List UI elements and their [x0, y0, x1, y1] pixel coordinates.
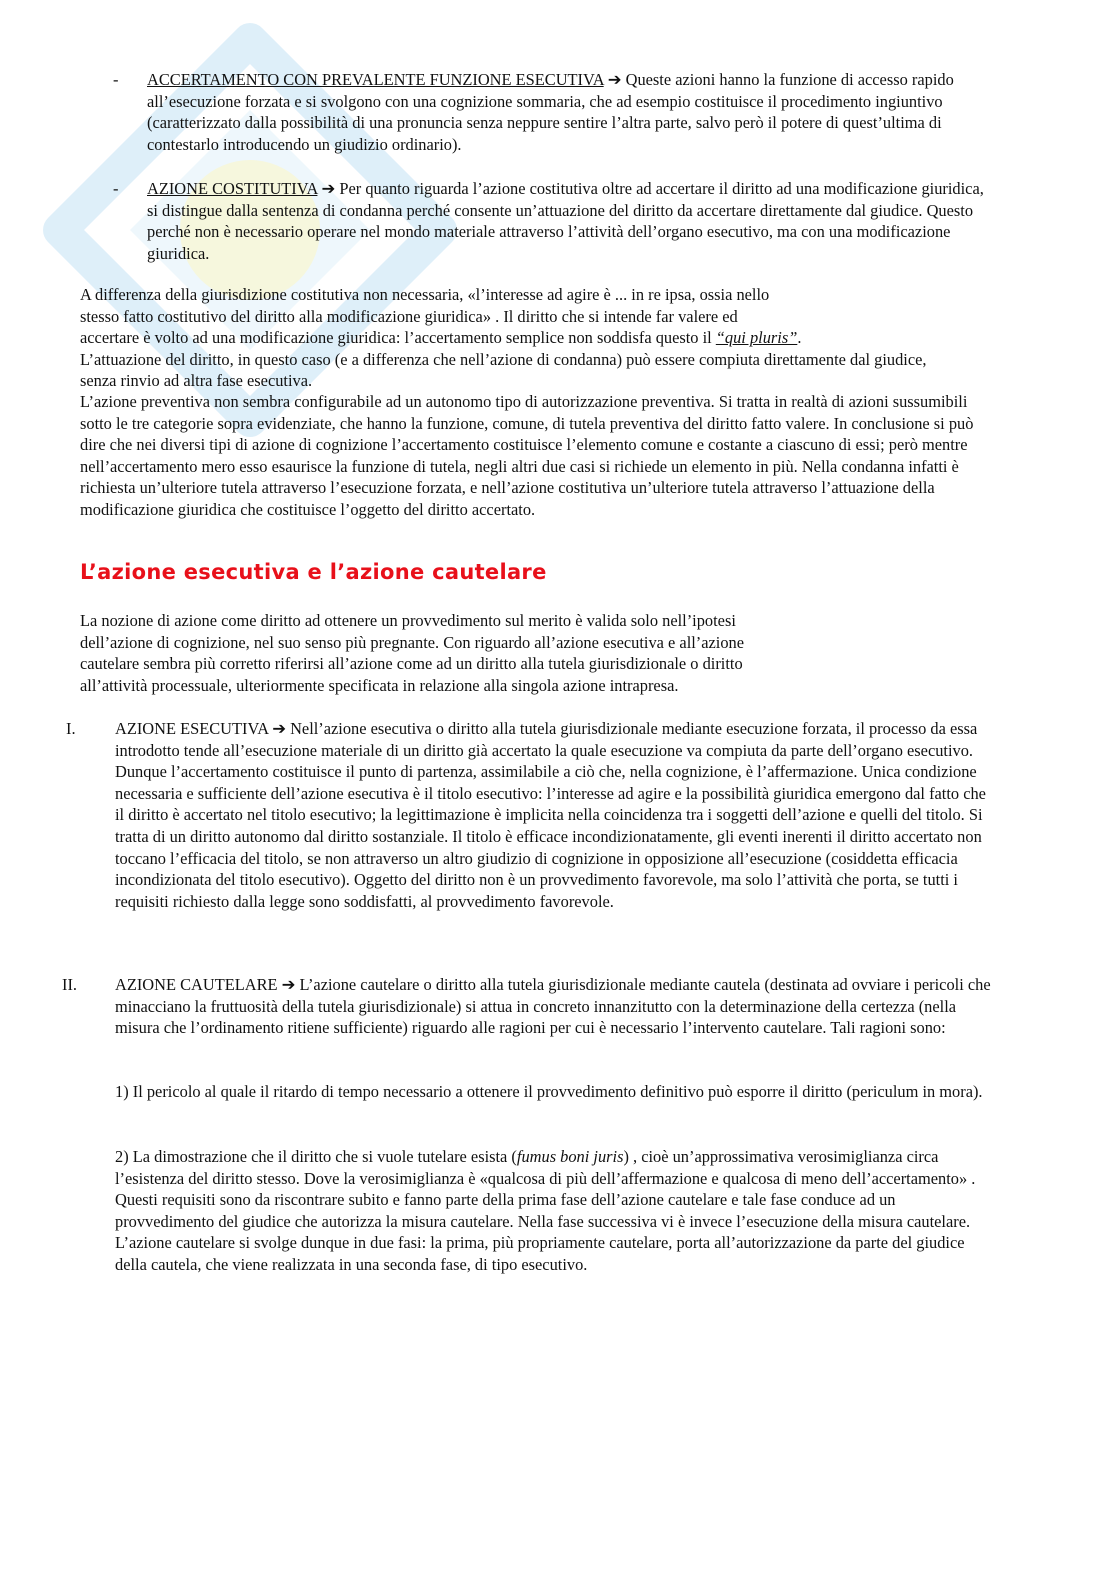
paragraph-intro — [80, 610, 960, 696]
roman-numeral: I. — [66, 719, 76, 738]
paragraph-text: L’attuazione del diritto, in questo caso (e a differenza che nell’azione di condanna) può essere compiuta direttamente dal giudice, senza rinvio ad altra fase esecutiva. — [80, 349, 927, 391]
bullet-title: ACCERTAMENTO CON PREVALENTE FUNZIONE ESECUTIVA — [147, 70, 604, 89]
arrow-icon: ➔ — [607, 70, 622, 89]
bullet-text: Per quanto riguarda l’azione costitutiva oltre ad accertare il diritto ad una modificazione giuridica, si distingue dalla sentenza di condanna perché consente un’attuazione del diritto da accertare direttamente dal giudice. Questo perché non è necessario operare nel mondo materiale attraverso l’attività dell’organo esecutivo, ma con una modificazione giuridica. — [147, 179, 984, 263]
item-title: AZIONE ESECUTIVA — [115, 719, 269, 738]
bullet-marker: - — [113, 70, 119, 89]
item-text: Nell’azione esecutiva o diritto alla tutela giurisdizionale mediante esecuzione forzata, il processo da essa introdotto tende all’esecuzione materiale di un diritto già accertato la quale esecuzione va compiuta da parte dell’organo esecutivo. Dunque l’accertamento costituisce il punto di partenza, assimilabile a ciò che, nella cognizione, è l’affermazione. Unica condizione necessaria e sufficiente dell’azione esecutiva è il titolo esecutivo: l’interesse ad agire e la possibilità giuridica emergono dal fatto che il diritto è accertato nel titolo esecutivo; la legittimazione è implicita nella coincidenza tra i soggetti dell’azione e quelli del titolo. Si tratta di un diritto autonomo dal diritto sostanziale. Il titolo è efficace incondizionatamente, gli eventi inerenti il diritto accertato non toccano l’efficacia del titolo, se non attraverso un altro giudizio di cognizione in opposizione all’esecuzione (cosiddetta efficacia incondizionata del titolo esecutivo). Oggetto del diritto non è un provvedimento favorevole, ma solo l’attività che porta, se tutti i requisiti richiesto dalla legge sono soddisfatti, al provvedimento favorevole. — [115, 719, 986, 911]
paragraph-azione-preventiva: L’azione preventiva non sembra configurabile ad un autonomo tipo di autorizzazione preventiva. Si tratta in realtà di azioni sussumibili sotto le tre categorie sopra evidenziate, che hanno la funzione, comune, di tutela preventiva del diritto fatto valere. In conclusione si può dire che nei diversi tipi di azione di cognizione l’accertamento costituisce l’elemento comune e costante a ciascuno di essi; però mentre nell’accertamento mero esso esaurisce la funzione di tutela, negli altri due casi si richiede un elemento in più. Nella condanna infatti è richiesta un’ulteriore tutela attraverso l’esecuzione forzata, e nell’azione costitutiva un’ulteriore tutela attraverso l’attuazione della modificazione giuridica che costituisce l’oggetto del diritto accertato. — [80, 392, 974, 519]
sub-point-periculum: 1) Il pericolo al quale il ritardo di tempo necessario a ottenere il provvedimento definitivo può esporre il diritto (periculum in mora). — [115, 1082, 983, 1101]
paragraph-giurisdizione — [80, 284, 960, 392]
bullet-title: AZIONE COSTITUTIVA — [147, 179, 318, 198]
paragraph-line: accertare è volto ad una modificazione giuridica: l’accertamento semplice non soddisfa questo il “qui pluris”. — [80, 328, 802, 348]
fumus-term: fumus boni juris — [516, 1147, 624, 1166]
item-text: L’azione cautelare o diritto alla tutela giurisdizionale mediante cautela (destinata ad ovviare i pericoli che minacciano la fruttuosità della tutela giurisdizionale) si attua in concreto innanzitutto con la determinazione della certezza (nella misura che l’ordinamento ritiene sufficiente) riguardo alle ragioni per cui è necessario l’intervento cautelare. Tali ragioni sono: — [115, 975, 991, 1038]
paragraph-line: A differenza della giurisdizione costitutiva non necessaria, «l’interesse ad agire è ... in re ipsa, ossia nello — [80, 285, 770, 304]
paragraph-line: all’attività processuale, ulteriormente specificata in relazione alla singola azione intrapresa. — [80, 675, 679, 695]
section-heading: L’azione esecutiva e l’azione cautelare — [80, 560, 547, 584]
paragraph-line: cautelare sembra più corretto riferirsi all’azione come ad un diritto alla tutela giurisdizionale o diritto — [80, 654, 743, 674]
paragraph-line: La nozione di azione come diritto ad ottenere un provvedimento sul merito è valida solo nell’ipotesi — [80, 611, 736, 630]
numbered-item-cautelare — [115, 974, 995, 1039]
bullet-marker: - — [113, 179, 119, 198]
arrow-icon: ➔ — [321, 179, 336, 198]
sub-point-fumus: 2) La dimostrazione che il diritto che si vuole tutelare esista (fumus boni juris) , cioè un’approssimativa verosimiglianza circa l’esistenza del diritto stesso. Dove la verosimiglianza è «qualcosa di più dell’affermazione e qualcosa di meno dell’accertamento» . Questi requisiti sono da riscontrare subito e fanno parte della prima fase dell’azione cautelare e tale fase conduce ad un provvedimento del giudice che autorizza la misura cautelare. Nella fase successiva vi è invece l’esecuzione della misura cautelare. L’azione cautelare si svolge dunque in due fasi: la prima, più propriamente cautelare, porta all’autorizzazione da parte del giudice della cautela, che viene realizzata in una seconda fase, di tipo esecutivo. — [115, 1147, 976, 1274]
roman-numeral: II. — [62, 975, 78, 994]
bullet-text: Queste azioni hanno la funzione di accesso rapido all’esecuzione forzata e si svolgono con una cognizione sommaria, che ad esempio costituisce il procedimento ingiuntivo (caratterizzato dalla possibilità di una pronuncia senza neppure sentire l’altra parte, salvo però il potere di quest’ultima di contestarlo introducendo un giudizio ordinario). — [147, 70, 954, 154]
numbered-item-esecutiva — [115, 718, 995, 912]
qui-pluris-term: “qui pluris” — [715, 328, 798, 348]
paragraph-line: dell’azione di cognizione, nel suo senso più pregnante. Con riguardo all’azione esecutiva e all’azione — [80, 632, 745, 652]
paragraph-line: stesso fatto costitutivo del diritto alla modificazione giuridica» . Il diritto che si intende far valere ed — [80, 306, 738, 326]
arrow-icon: ➔ — [272, 719, 286, 738]
arrow-icon: ➔ — [281, 975, 296, 994]
bullet-item-costitutiva — [147, 178, 992, 264]
item-title: AZIONE CAUTELARE — [115, 975, 278, 994]
bullet-item-accertamento — [147, 69, 992, 155]
